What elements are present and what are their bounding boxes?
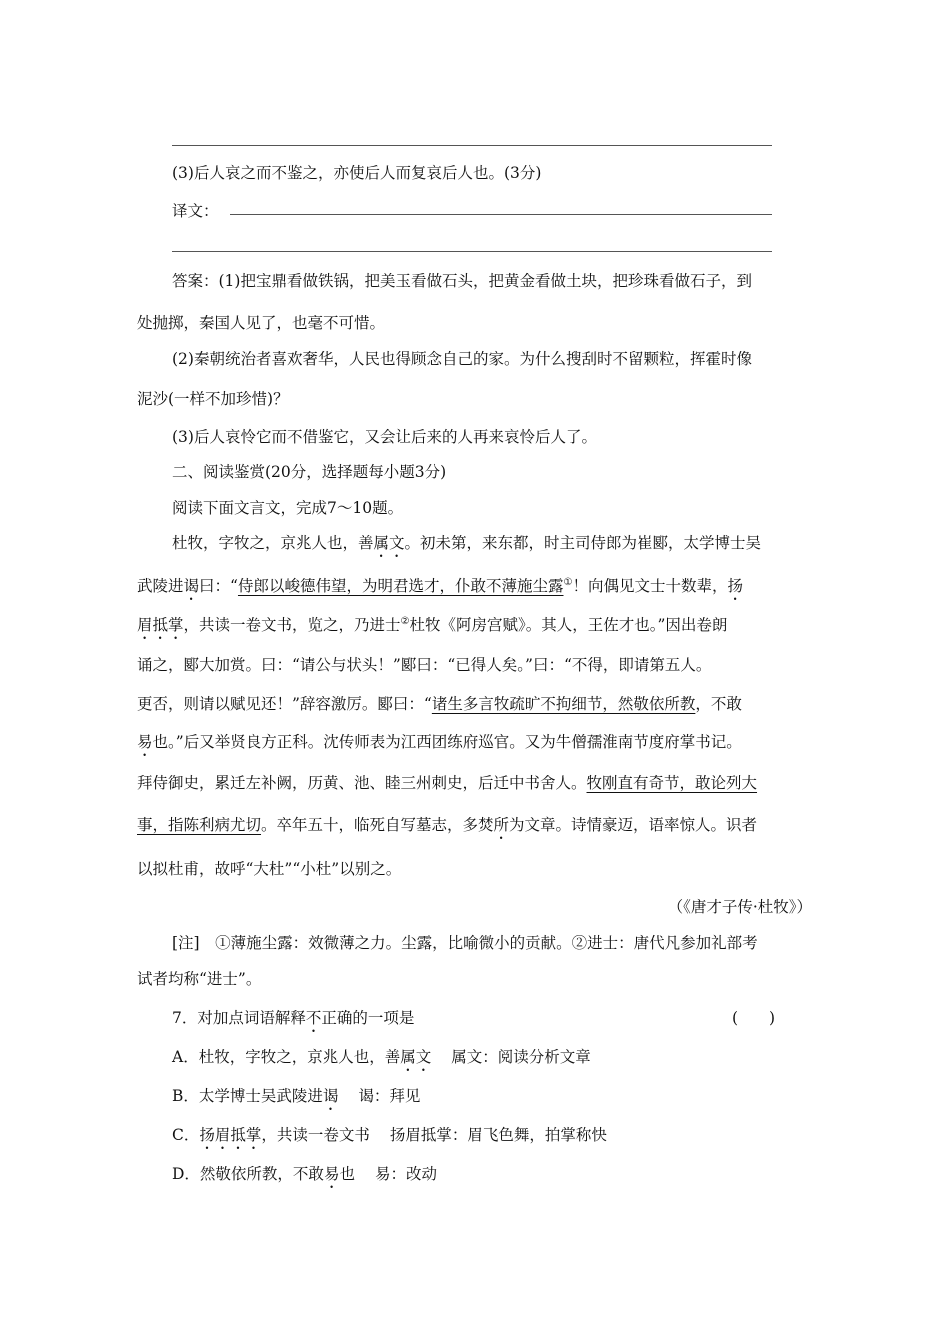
section-heading: 二、阅读鉴赏(20分，选择题每小题3分) (172, 463, 447, 481)
emphasized-word: 不 (305, 1009, 322, 1027)
option-c[interactable]: C．扬眉抵掌，共读一卷文书 扬眉抵掌：眉飞色舞，拍掌称快 (172, 1126, 607, 1144)
dotted-word: 所 (493, 816, 510, 834)
answer-line: 答案：(1)把宝鼎看做铁锅，把美玉看做石头，把黄金看做土块，把珍珠看做石子，到 (172, 272, 752, 290)
answer-line: 泥沙(一样不加珍惜)？ (137, 390, 289, 408)
dotted-word: 谒 (183, 577, 200, 596)
passage-line: 眉抵掌，共读一卷文书，览之，乃进士②杜牧《阿房宫赋》。其人，王佐才也。”因出卷朗 (137, 616, 728, 635)
underlined-sentence: 事，指陈利病尤切 (137, 816, 262, 834)
passage-line: 杜牧，字牧之，京兆人也，善属文。初未第，来东都，时主司侍郎为崔郾，太学博士吴 (172, 534, 762, 552)
answer-blank-line (172, 251, 772, 252)
passage-line: 以拟杜甫，故呼“大杜”“小杜”以别之。 (137, 860, 402, 878)
dotted-word: 扬眉抵掌 (199, 1126, 262, 1144)
answer-line: (3)后人哀怜它而不借鉴它，又会让后来的人再来哀怜后人了。 (172, 428, 597, 446)
note-line: [注] ①薄施尘露：效微薄之力。尘露，比喻微小的贡献。②进士：唐代凡参加礼部考 (172, 934, 758, 952)
underlined-sentence: 诸生多言牧疏旷不拘细节，然敬依所教 (431, 695, 696, 713)
answer-blank-line (230, 214, 772, 215)
dotted-word: 易 (323, 1165, 340, 1183)
dotted-word: 谒 (322, 1087, 339, 1105)
dotted-word: 属文 (400, 1048, 432, 1066)
answer-blank-line (172, 145, 772, 146)
question-7-stem: 7．对加点词语解释不正确的一项是 (172, 1009, 415, 1027)
passage-line: 易也。”后又举贤良方正科。沈传师表为江西团练府巡官。又为牛僧孺淮南节度府掌书记。 (137, 733, 742, 751)
translation-label: 译文： (172, 202, 219, 220)
passage-line: 拜侍御史，累迁左补阙，历黄、池、睦三州刺史，后迁中书舍人。牧刚直有奇节，敢论列大 (137, 774, 758, 792)
option-d[interactable]: D．然敬依所教，不敢易也 易：改动 (172, 1165, 437, 1183)
answer-line: (2)秦朝统治者喜欢奢华，人民也得顾念自己的家。为什么搜刮时不留颗粒，挥霍时像 (172, 350, 752, 368)
dotted-word: 属文 (373, 534, 405, 552)
question-3-prompt: (3)后人哀之而不鉴之，亦使后人而复哀后人也。(3分) (172, 164, 542, 182)
option-a[interactable]: A．杜牧，字牧之，京兆人也，善属文 属文：阅读分析文章 (172, 1048, 591, 1066)
note-line: 试者均称“进士”。 (137, 970, 262, 988)
passage-line: 事，指陈利病尤切。卒年五十，临死自写墓志，多焚所为文章。诗情豪迈，语率惊人。识者 (137, 816, 758, 834)
answer-line: 处抛掷，秦国人见了，也毫不可惜。 (137, 314, 386, 332)
section-instruction: 阅读下面文言文，完成7～10题。 (172, 499, 404, 517)
passage-line: 更否，则请以赋见还！”辞容激厉。郾曰：“诸生多言牧疏旷不拘细节，然敬依所教，不敢 (137, 695, 742, 713)
underlined-sentence: 牧刚直有奇节，敢论列大 (586, 774, 758, 792)
passage-line: 诵之，郾大加赏。曰：“请公与状头！”郾曰：“已得人矣。”曰：“不得，即请第五人。 (137, 656, 712, 674)
passage-source: （《唐才子传·杜牧》） (667, 898, 812, 916)
dotted-word: 易 (137, 733, 153, 751)
dotted-word: 眉抵掌 (137, 616, 184, 635)
underlined-sentence: 侍郎以峻德伟望，为明君选才，仆敢不薄施尘露 (237, 577, 564, 596)
option-b[interactable]: B．太学博士吴武陵进谒 谒：拜见 (172, 1087, 421, 1105)
answer-bracket[interactable]: ( ) (732, 1009, 776, 1027)
footnote-marker: ② (400, 616, 410, 627)
footnote-marker: ① (563, 577, 573, 588)
dotted-word: 扬 (727, 577, 743, 596)
passage-line: 武陵进谒曰：“侍郎以峻德伟望，为明君选才，仆敢不薄施尘露①！向偶见文士十数辈，扬 (137, 577, 743, 596)
